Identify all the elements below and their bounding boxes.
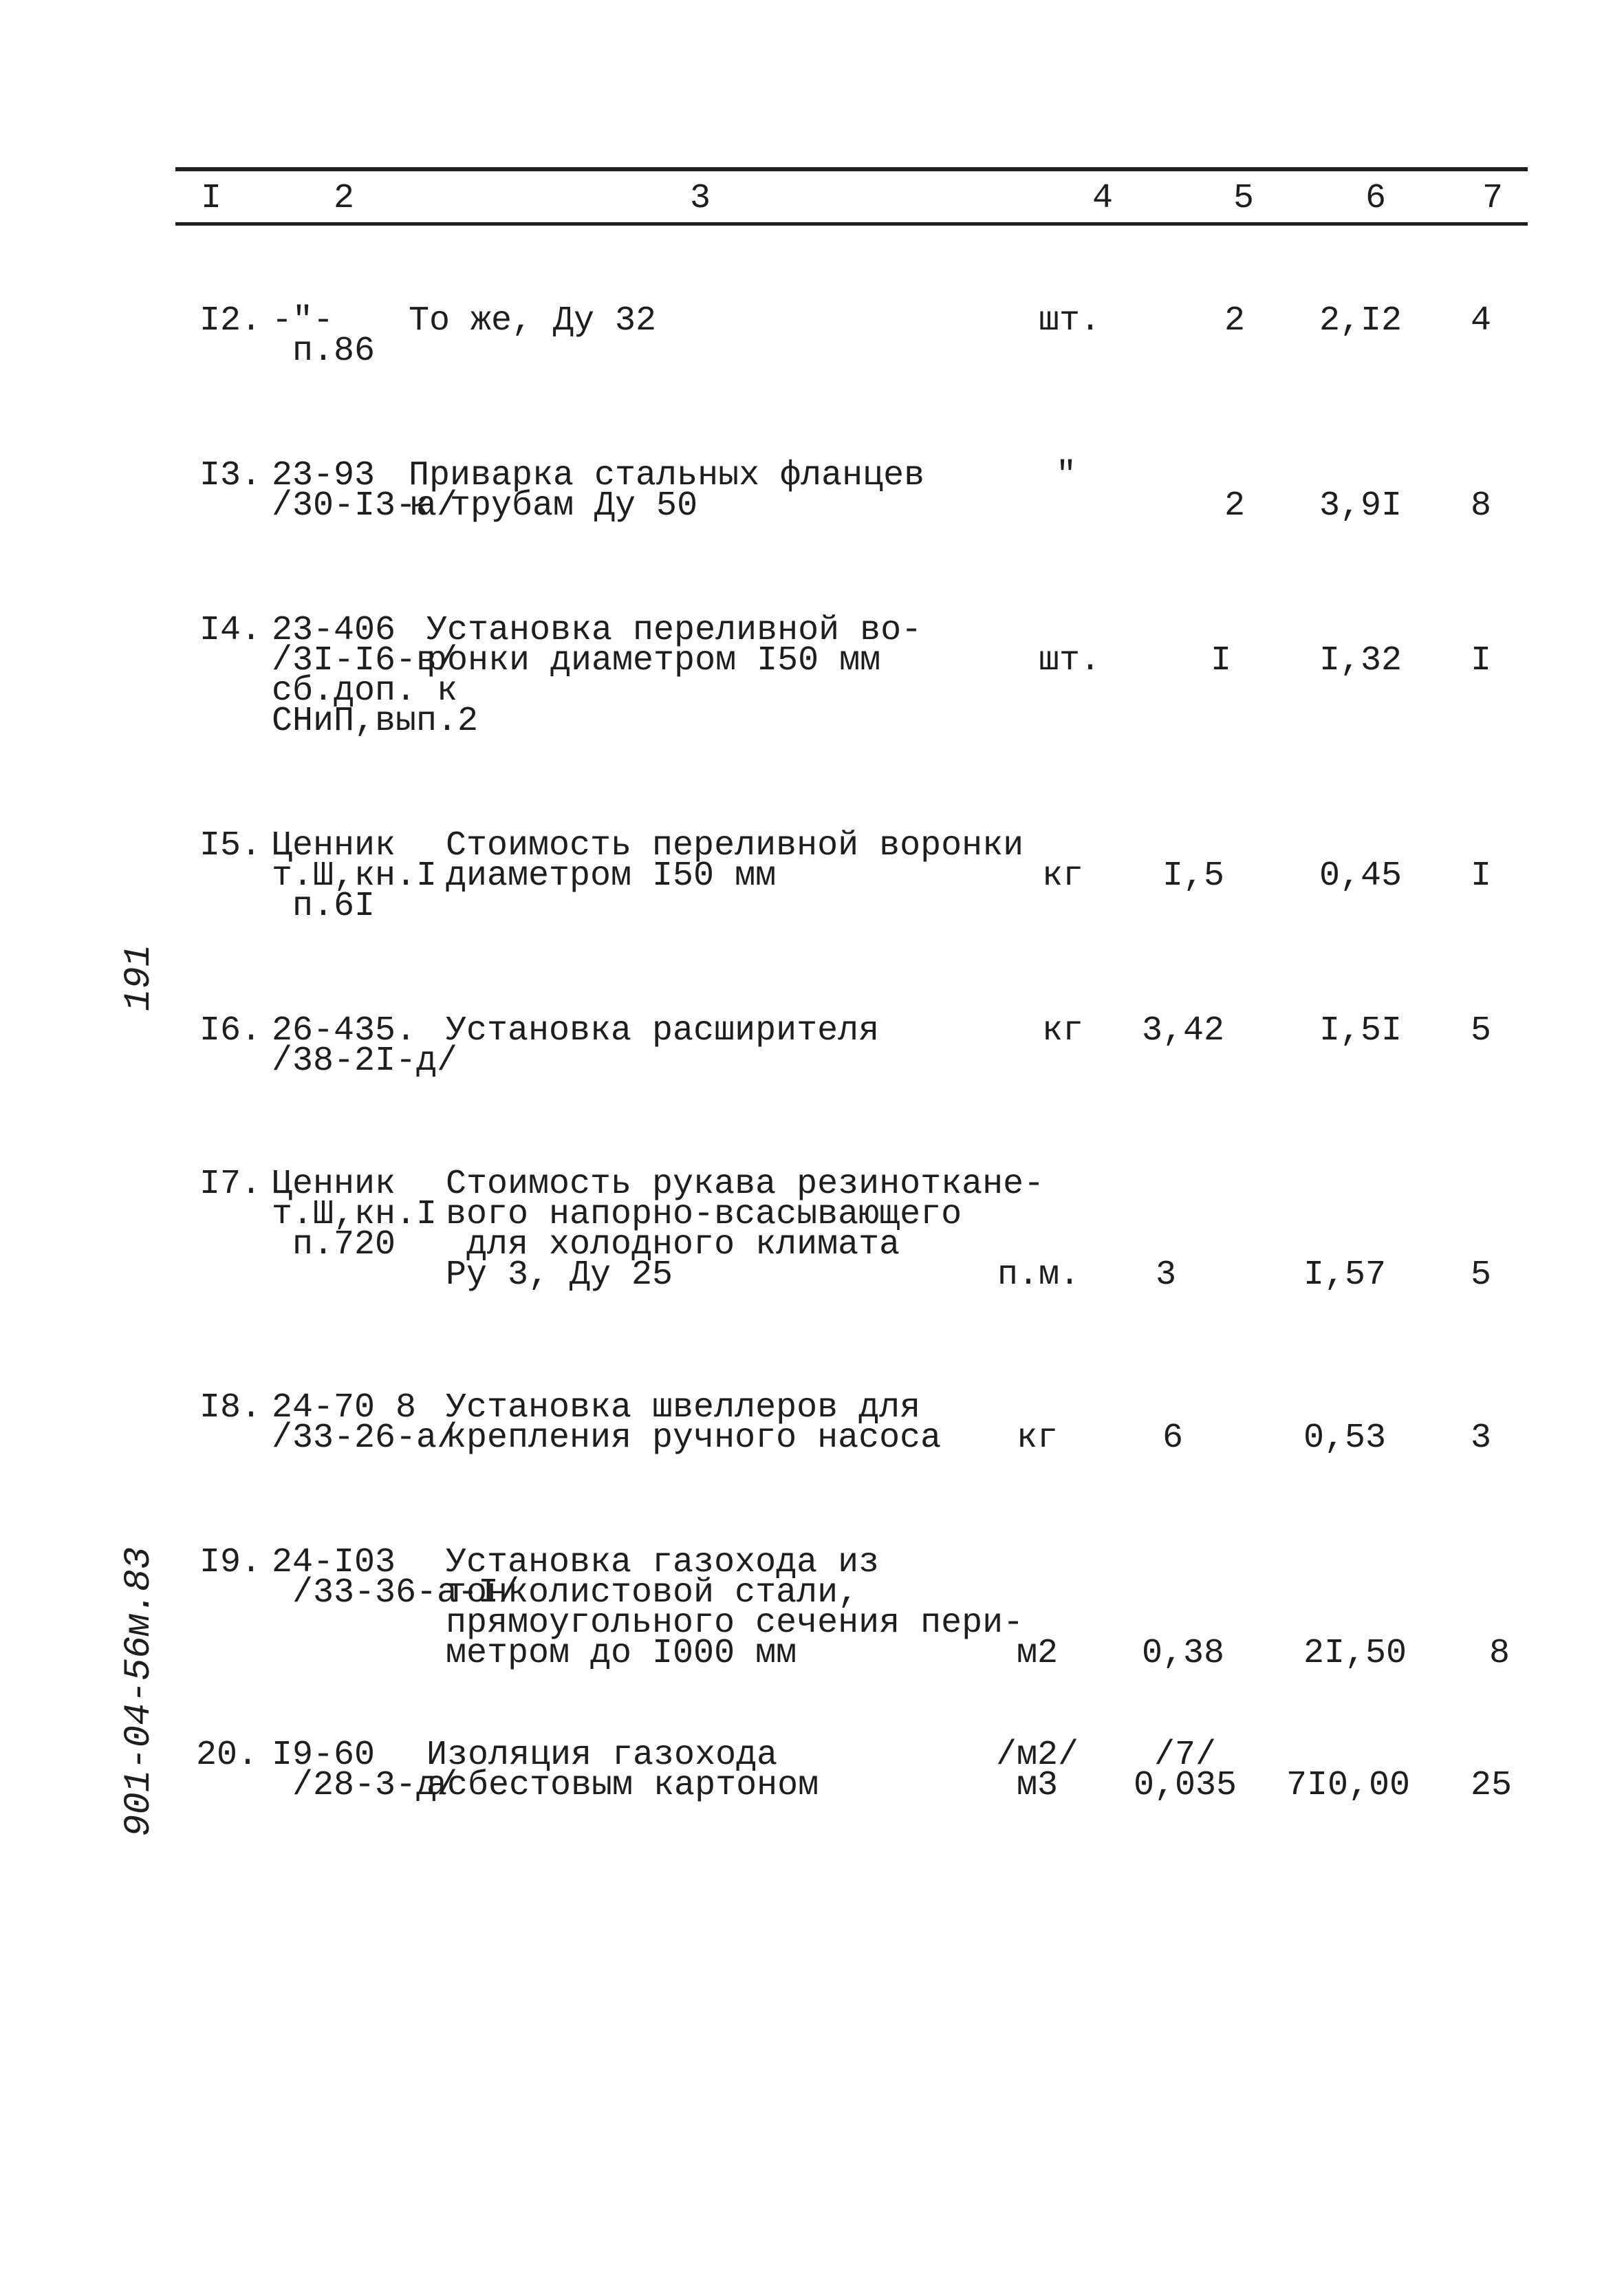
row-total: 8: [1471, 486, 1492, 526]
row-description: Установка швеллеров для крепления ручного насоса: [446, 1388, 942, 1458]
row-price: 2I,50: [1303, 1634, 1407, 1673]
row-reference: 23-93 /30-I3-а/: [272, 456, 458, 526]
row-unit: кг: [1042, 1011, 1084, 1050]
row-total: 25: [1471, 1766, 1513, 1805]
col-header-1: I: [201, 179, 222, 218]
row-number: I5.: [199, 826, 262, 865]
row-price: 3,9I: [1319, 486, 1403, 526]
row-unit: ": [1056, 456, 1077, 495]
document-code: 901-04-56м.83: [118, 1546, 160, 1837]
col-header-7: 7: [1482, 179, 1504, 218]
row-price: I,57: [1303, 1255, 1387, 1295]
row-unit: кг: [1042, 856, 1084, 896]
row-description: То же, Ду 32: [409, 301, 657, 341]
row-unit: кг: [1017, 1419, 1059, 1458]
row-quantity: 2: [1224, 486, 1245, 526]
row-number: I8.: [199, 1388, 262, 1427]
col-header-2: 2: [334, 179, 355, 218]
page-number: 191: [118, 944, 160, 1011]
col-header-4: 4: [1092, 179, 1114, 218]
col-header-6: 6: [1365, 179, 1387, 218]
row-quantity: I: [1210, 641, 1231, 680]
row-price: 7I0,00: [1286, 1766, 1411, 1805]
row-number: I9.: [199, 1543, 262, 1582]
row-total: 5: [1471, 1011, 1492, 1050]
row-price: 2,I2: [1319, 301, 1403, 341]
row-number: 20.: [196, 1736, 259, 1775]
row-total: 8: [1489, 1634, 1511, 1673]
row-total: I: [1471, 641, 1492, 680]
row-reference: 26-435. /38-2I-д/: [272, 1011, 458, 1081]
row-total: 3: [1471, 1419, 1492, 1458]
row-reference: Ценник т.Ш,кн.I п.6I: [272, 826, 437, 926]
row-total: 4: [1471, 301, 1492, 341]
row-description: Установка газохода из тонколистовой стали, прямоугольного сечения пери- метром до I000 мм: [446, 1543, 1024, 1673]
row-quantity: 0,38: [1141, 1634, 1224, 1673]
row-unit: шт.: [1039, 301, 1101, 341]
row-price: 0,53: [1303, 1419, 1387, 1458]
row-description: Установка переливной во- ронки диаметром I50 мм: [426, 611, 922, 680]
row-reference: 24-I03 /33-36-а-I/: [272, 1543, 520, 1613]
row-description: Приварка стальных фланцев к трубам Ду 50: [409, 456, 925, 526]
row-price: I,32: [1319, 641, 1403, 680]
row-total: I: [1471, 856, 1492, 896]
row-quantity: 2: [1224, 301, 1245, 341]
row-price: 0,45: [1319, 856, 1403, 896]
row-reference: -"- п.86: [272, 301, 376, 371]
row-number: I7.: [199, 1165, 262, 1204]
row-quantity: 3,42: [1141, 1011, 1224, 1050]
row-number: I3.: [199, 456, 262, 495]
row-reference: I9-60 /28-3-д/: [272, 1736, 458, 1805]
row-reference: 23-406 /3I-I6-в/ сб.доп. к СНиП,вып.2: [272, 611, 479, 741]
row-number: I4.: [199, 611, 262, 650]
row-description: Стоимость переливной воронки диаметром I50 мм: [446, 826, 1024, 896]
col-header-3: 3: [690, 179, 711, 218]
row-unit: п.м.: [997, 1255, 1081, 1295]
row-number: I2.: [199, 301, 262, 341]
row-unit: шт.: [1039, 641, 1101, 680]
row-description: Стоимость рукава резинотканe- вого напорно-всасывающего для холодного климата Ру 3, Ду 25: [446, 1165, 1045, 1295]
table-top-rule: [175, 167, 1528, 171]
row-quantity: 6: [1162, 1419, 1183, 1458]
row-reference: 24-70 8 /33-26-а/: [272, 1388, 458, 1458]
row-number: I6.: [199, 1011, 262, 1050]
table-header-rule: [175, 222, 1528, 226]
row-total: 5: [1471, 1255, 1492, 1295]
row-quantity: /7/ 0,035: [1134, 1736, 1237, 1805]
row-description: Изоляция газохода асбестовым картоном: [426, 1736, 819, 1805]
row-quantity: 3: [1155, 1255, 1176, 1295]
col-header-5: 5: [1233, 179, 1255, 218]
row-price: I,5I: [1319, 1011, 1403, 1050]
row-description: Установка расширителя: [446, 1011, 880, 1050]
row-quantity: I,5: [1162, 856, 1224, 896]
row-unit: м2: [1017, 1634, 1059, 1673]
row-unit: /м2/ м3: [996, 1736, 1079, 1805]
row-reference: Ценник т.Ш,кн.I п.720: [272, 1165, 437, 1264]
